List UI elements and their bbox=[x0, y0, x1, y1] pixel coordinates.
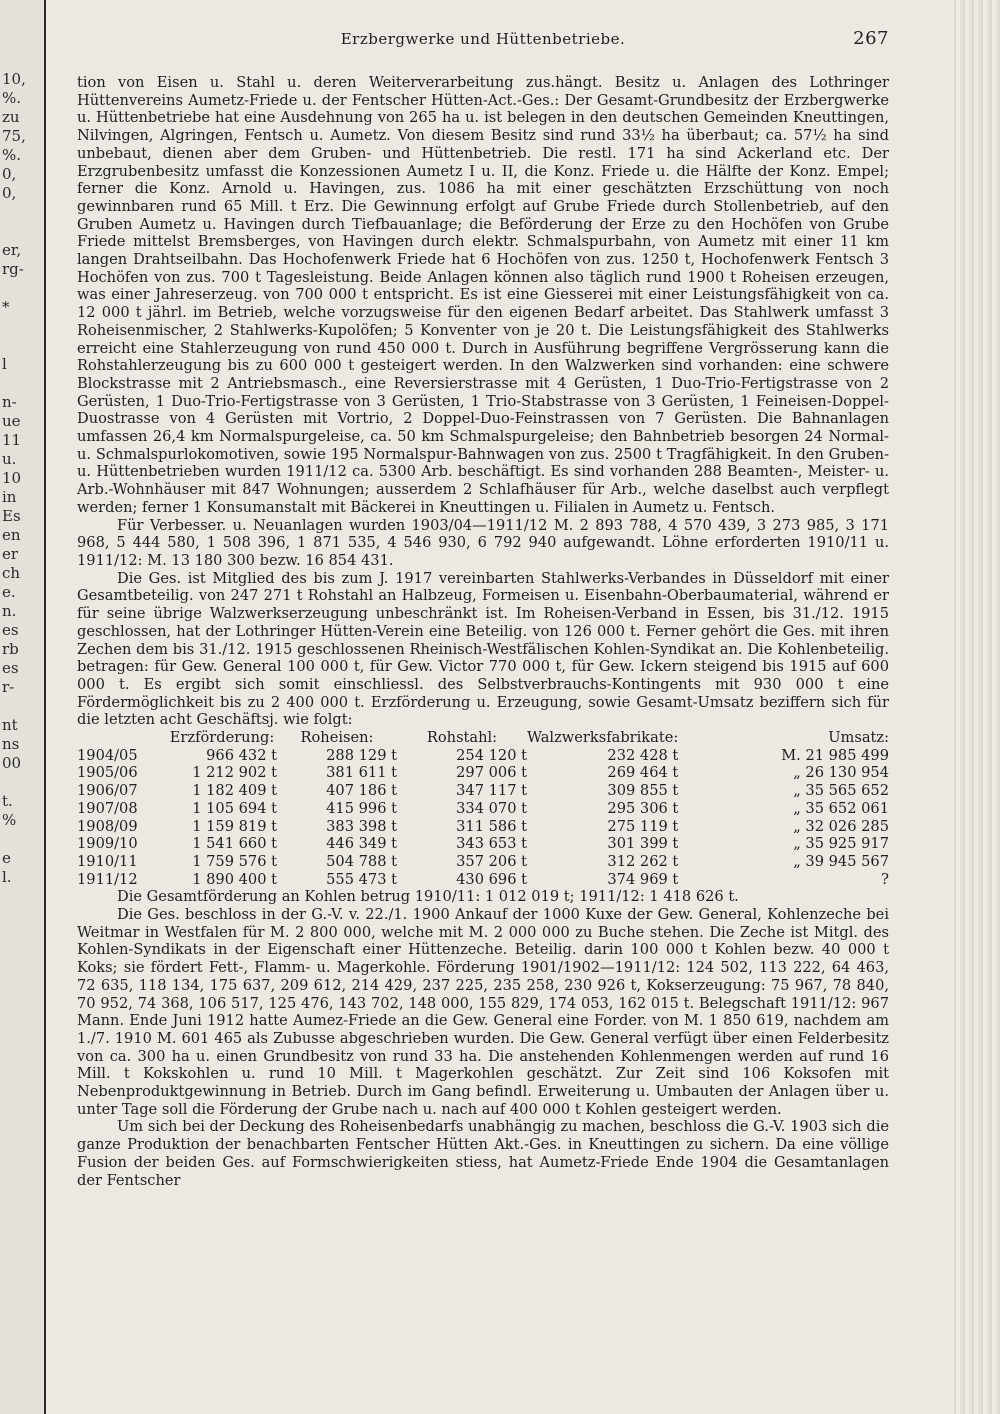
production-table bbox=[77, 729, 889, 888]
table-row bbox=[77, 818, 889, 836]
margin-fragment: u. bbox=[2, 450, 17, 468]
paragraph-3: Die Ges. ist Mitglied des bis zum J. 1917 vereinbarten Stahlwerks-Verbandes in Düsseldorf mit einer Gesamtbeteilig. von 247 271 t Rohstahl an Halbzeug, Formeisen u. Eisenbahn-Oberbaumaterial, während er für seine übrige Walzwerkserzeugung unbeschränkt ist. Im Roheisen-Verband in Essen, bis 31./12. 1915 geschlossen, hat der Lothringer Hütten-Verein eine Beteilig. von 126 000 t. Ferner gehört die Ges. mit ihren Zechen dem bis 31./12. 1915 geschlossenen Rheinisch-Westfälischen Kohlen-Syndikat an. Die Kohlenbeteilig. betragen: für Gew. General 100 000 t, für Gew. Victor 770 000 t, für Gew. Ickern steigend bis 1915 auf 600 000 t. Es ergibt sich somit einschliessl. des Selbstverbrauchs-Kontingents mit 930 000 t eine Fördermöglichkeit bis zu 2 400 000 t. Erzförderung u. Erzeugung, sowie Gesamt-Umsatz beziffern sich für die letzten acht Geschäftsj. wie folgt: bbox=[77, 569, 889, 729]
table-row bbox=[77, 871, 889, 889]
margin-fragment bbox=[2, 830, 40, 849]
table-cell: 383 398 t bbox=[326, 817, 397, 835]
table-cell: 312 262 t bbox=[607, 852, 679, 870]
margin-fragment: r- bbox=[2, 678, 15, 696]
table-row bbox=[77, 853, 889, 871]
table-cell: 381 611 t bbox=[326, 764, 397, 782]
paragraph-6: Um sich bei der Deckung des Roheisenbedarfs unabhängig zu machen, beschloss die G.-V. 1903 sich die ganze Produktion der benachbarten Fentscher Hütten Akt.-Ges. in Kneuttingen zu sichern. Da eine völlige Fusion der beiden Ges. auf Formschwierigkeiten stiess, hat Aumetz-Friede Ende 1904 die Gesamtanlagen der Fentscher bbox=[77, 1118, 889, 1189]
table-cell: 1 759 576 t bbox=[192, 852, 277, 870]
margin-fragment bbox=[2, 336, 40, 355]
table-row bbox=[77, 835, 889, 853]
margin-fragment: t. bbox=[2, 792, 13, 810]
table-cell: „ 32 026 285 bbox=[793, 817, 889, 835]
table-body bbox=[77, 747, 889, 889]
table-cell: 232 428 t bbox=[607, 746, 679, 764]
table-header-cell: Roheisen: bbox=[300, 729, 374, 747]
table-cell: 334 070 t bbox=[456, 799, 527, 817]
table-cell-year: 1910/11 bbox=[77, 852, 138, 870]
table-cell: 374 969 t bbox=[607, 870, 679, 888]
margin-fragment: %. bbox=[2, 89, 22, 107]
table-cell: 254 120 t bbox=[456, 746, 527, 764]
table-cell: 297 006 t bbox=[456, 764, 527, 782]
table-cell: 1 890 400 t bbox=[192, 870, 277, 888]
table-header-cell bbox=[77, 729, 167, 747]
table-cell: 966 432 t bbox=[206, 746, 277, 764]
margin-fragment: 11 bbox=[2, 431, 22, 449]
book-page bbox=[77, 28, 889, 1398]
table-cell-year: 1911/12 bbox=[77, 870, 138, 888]
margin-fragment bbox=[2, 374, 40, 393]
margin-fragment: n. bbox=[2, 602, 17, 620]
margin-fragment: in bbox=[2, 488, 17, 506]
margin-fragment: * bbox=[2, 298, 10, 316]
table-cell: „ 26 130 954 bbox=[793, 764, 889, 782]
table-cell: 504 788 t bbox=[326, 852, 397, 870]
table-cell: M. 21 985 499 bbox=[781, 746, 889, 764]
margin-fragment: l. bbox=[2, 868, 12, 886]
table-cell: 446 349 t bbox=[326, 835, 397, 853]
table-header-cell: Rohstahl: bbox=[426, 729, 498, 747]
table-cell: ? bbox=[881, 870, 889, 888]
body-text bbox=[77, 74, 889, 1189]
paragraph-5: Die Ges. beschloss in der G.-V. v. 22./1. 1900 Ankauf der 1000 Kuxe der Gew. General, Kohlenzeche bei Weitmar in Westfalen für M. 2 800 000, welche mit M. 2 000 000 zu Buche stehen. Die Zeche ist Mitgl. des Kohlen-Syndikats in der Eigenschaft einer Hüttenzeche. Beteilig. darin 100 000 t Kohlen bezw. 40 000 t Koks; sie fördert Fett-, Flamm- u. Magerkohle. Förderung 1901/1902—1911/12: 124 502, 113 222, 64 463, 72 635, 118 134, 175 637, 209 612, 214 429, 237 225, 235 258, 230 926 t, Kokserzeugung: 75 967, 78 840, 70 952, 74 368, 106 517, 125 476, 143 702, 148 000, 155 829, 174 053, 162 015 t. Belegschaft 1911/12: 967 Mann. Ende Juni 1912 hatte Aumez-Friede an die Gew. General eine Forder. von M. 1 850 619, nachdem am 1./7. 1910 M. 601 465 als Zubusse abgeschrieben wurden. Die Gew. General verfügt über einen Felderbesitz von ca. 300 ha u. einen Grundbesitz von rund 33 ha. Die anstehenden Kohlenmengen werden auf rund 16 Mill. t Kokskohlen u. rund 10 Mill. t Magerkohlen geschätzt. Zur Zeit sind 106 Koksofen mit Nebenproduktgewinnung in Betrieb. Durch im Gang befindl. Erweiterung u. Umbauten der Anlagen über u. unter Tage soll die Förderung der Grube nach u. nach auf 400 000 t Kohlen gesteigert werden. bbox=[77, 906, 889, 1118]
paragraph-1: tion von Eisen u. Stahl u. deren Weiterverarbeitung zus.hängt. Besitz u. Anlagen des Lothringer Hüttenvereins Aumetz-Friede u. der Fentscher Hütten-Act.-Ges.: Der Gesamt-Grundbesitz der Erzbergwerke u. Hüttenbetriebe hat eine Ausdehnung von 265 ha u. ist belegen in den deutschen Gemeinden Kneuttingen, Nilvingen, Algringen, Fentsch u. Aumetz. Von diesem Besitz sind rund 33½ ha überbaut; ca. 57½ ha sind unbebaut, dienen aber dem Gruben- und Hüttenbetrieb. Die restl. 171 ha sind Ackerland etc. Der Erzgrubenbesitz umfasst die Konzessionen Aumetz I u. II, die Konz. Friede u. die Hälfte der Konz. Empel; ferner die Konz. Arnold u. Havingen, zus. 1086 ha mit einer geschätzten Erzschüttung von noch gewinnbaren rund 65 Mill. t Erz. Die Gewinnung erfolgt auf Grube Friede durch Stollenbetrieb, auf den Gruben Aumetz u. Havingen durch Tiefbauanlage; die Beförderung der Erze zu den Hochöfen von Grube Friede mittelst Bremsberges, von Havingen durch elektr. Schmalspurbahn, von Aumetz mit einer 11 km langen Drahtseilbahn. Das Hochofenwerk Friede hat 6 Hochöfen von zus. 1250 t, Hochofenwerk Fentsch 3 Hochöfen von zus. 700 t Tagesleistung. Beide Anlagen können also täglich rund 1900 t Roheisen erzeugen, was einer Jahreserzeug. von 700 000 t entspricht. Es ist eine Giesserei mit einer Leistungsfähigkeit von ca. 12 000 t jährl. im Betrieb, welche vorzugsweise für den eigenen Bedarf arbeitet. Das Stahlwerk umfasst 3 Roheisenmischer, 2 Stahlwerks-Kupolöfen; 5 Konventer von je 20 t. Die Leistungsfähigkeit des Stahlwerks erreicht eine Stahlerzeugung von rund 450 000 t. Durch in Ausführung begriffene Vergrösserung kann die Rohstahlerzeugung bis zu 600 000 t gesteigert werden. In den Walzwerken sind vorhanden: eine schwere Blockstrasse mit 2 Antriebsmasch., eine Reversierstrasse mit 4 Gerüsten, 1 Duo-Trio-Fertigstrasse von 2 Gerüsten, 1 Duo-Trio-Fertigstrasse von 3 Gerüsten, 1 Trio-Stabstrasse von 3 Gerüsten, 1 Feineisen-Doppel-Duostrasse von 4 Gerüsten mit Vortrio, 2 Doppel-Duo-Feinstrassen von 7 Gerüsten. Die Bahnanlagen umfassen 26,4 km Normalspurgeleise, ca. 50 km Schmalspurgeleise; den Bahnbetrieb besorgen 24 Normal- u. Schmalspurlokomotiven, sowie 195 Normalspur-Bahnwagen von zus. 2500 t Tragfähigkeit. In den Gruben- u. Hüttenbetrieben wurden 1911/12 ca. 5300 Arb. beschäftigt. Es sind vorhanden 288 Beamten-, Meister- u. Arb.-Wohnhäuser mit 847 Wohnungen; ausserdem 2 Schlafhäuser für Arb., welche daselbst auch verpflegt werden; ferner 1 Konsumanstalt mit Bäckerei in Kneuttingen u. Filialen in Aumetz u. Fentsch. bbox=[77, 74, 889, 516]
table-row bbox=[77, 764, 889, 782]
margin-fragment bbox=[2, 279, 40, 298]
table-cell: 347 117 t bbox=[456, 782, 527, 800]
table-cell: „ 39 945 567 bbox=[793, 852, 889, 870]
table-cell-year: 1908/09 bbox=[77, 817, 138, 835]
table-cell-year: 1905/06 bbox=[77, 764, 138, 782]
table-cell: 415 996 t bbox=[326, 799, 397, 817]
margin-fragment: l bbox=[2, 355, 7, 373]
margin-fragment: rg- bbox=[2, 260, 24, 278]
table-header-row bbox=[77, 729, 889, 747]
table-row bbox=[77, 800, 889, 818]
table-header-cell: Walzwerksfabrikate: bbox=[527, 729, 679, 747]
table-cell: „ 35 925 917 bbox=[793, 835, 889, 853]
table-cell: 309 855 t bbox=[607, 782, 679, 800]
table-cell: 1 105 694 t bbox=[192, 799, 277, 817]
margin-fragment: ns bbox=[2, 735, 20, 753]
margin-fragment bbox=[2, 317, 40, 336]
table-cell-year: 1906/07 bbox=[77, 782, 138, 800]
margin-fragment: nt bbox=[2, 716, 18, 734]
table-cell: 311 586 t bbox=[456, 817, 527, 835]
running-head-title: Erzbergwerke und Hüttenbetriebe. bbox=[340, 30, 626, 48]
margin-fragment: es bbox=[2, 659, 19, 677]
margin-fragment: er bbox=[2, 545, 19, 563]
table-row bbox=[77, 782, 889, 800]
table-cell: 288 129 t bbox=[326, 746, 397, 764]
table-cell: 343 653 t bbox=[456, 835, 527, 853]
table-cell-year: 1904/05 bbox=[77, 746, 138, 764]
margin-fragment: rb bbox=[2, 640, 19, 658]
margin-fragment: 10 bbox=[2, 469, 22, 487]
table-cell: 295 306 t bbox=[607, 799, 679, 817]
margin-fragment: %. bbox=[2, 146, 22, 164]
margin-fragment bbox=[2, 203, 40, 222]
margin-fragment: 00 bbox=[2, 754, 22, 772]
margin-fragment: es bbox=[2, 621, 19, 639]
margin-fragment: 75, bbox=[2, 127, 26, 145]
margin-fragment: Es bbox=[2, 507, 21, 525]
table-cell: 301 399 t bbox=[607, 835, 679, 853]
left-margin-fragments bbox=[2, 70, 40, 887]
margin-fragment: 0, bbox=[2, 165, 17, 183]
binding-edge bbox=[954, 0, 1000, 1414]
table-cell: 1 159 819 t bbox=[192, 817, 277, 835]
margin-fragment: % bbox=[2, 811, 17, 829]
table-cell: 555 473 t bbox=[326, 870, 397, 888]
margin-fragment: e bbox=[2, 849, 11, 867]
table-cell: 275 119 t bbox=[607, 817, 679, 835]
paragraph-2: Für Verbesser. u. Neuanlagen wurden 1903/04—1911/12 M. 2 893 788, 4 570 439, 3 273 985, 3 171 968, 5 444 580, 1 508 396, 1 871 535, 4 546 930, 6 792 940 aufgewandt. Löhne erforderten 1910/11 u. 1911/12: M. 13 180 300 bezw. 16 854 431. bbox=[77, 516, 889, 569]
table-header-cell: Umsatz: bbox=[828, 729, 889, 747]
margin-fragment bbox=[2, 773, 40, 792]
margin-fragment: ch bbox=[2, 564, 21, 582]
table-cell: „ 35 565 652 bbox=[793, 782, 889, 800]
running-head bbox=[77, 28, 889, 56]
paragraph-4: Die Gesamtförderung an Kohlen betrug 1910/11: 1 012 019 t; 1911/12: 1 418 626 t. bbox=[117, 888, 739, 906]
table-cell: 357 206 t bbox=[456, 852, 527, 870]
table-header-cell: Erzförderung: bbox=[169, 729, 275, 747]
table-cell: „ 35 652 061 bbox=[793, 799, 889, 817]
table-cell: 1 541 660 t bbox=[192, 835, 277, 853]
margin-fragment bbox=[2, 222, 40, 241]
margin-fragment: ue bbox=[2, 412, 21, 430]
table-cell-year: 1907/08 bbox=[77, 799, 138, 817]
table-cell: 430 696 t bbox=[456, 870, 527, 888]
table-row bbox=[77, 747, 889, 765]
margin-fragment: n- bbox=[2, 393, 17, 411]
margin-fragment: 10, bbox=[2, 70, 26, 88]
margin-fragment bbox=[2, 697, 40, 716]
margin-fragment: zu bbox=[2, 108, 20, 126]
table-cell-year: 1909/10 bbox=[77, 835, 138, 853]
table-cell: 269 464 t bbox=[607, 764, 679, 782]
margin-fragment: 0, bbox=[2, 184, 17, 202]
table-cell: 1 212 902 t bbox=[192, 764, 277, 782]
margin-fragment: en bbox=[2, 526, 21, 544]
margin-fragment: e. bbox=[2, 583, 16, 601]
table-cell: 1 182 409 t bbox=[192, 782, 277, 800]
page-number: 267 bbox=[853, 28, 889, 49]
table-cell: 407 186 t bbox=[326, 782, 397, 800]
margin-fragment: er, bbox=[2, 241, 22, 259]
left-gutter bbox=[0, 0, 46, 1414]
